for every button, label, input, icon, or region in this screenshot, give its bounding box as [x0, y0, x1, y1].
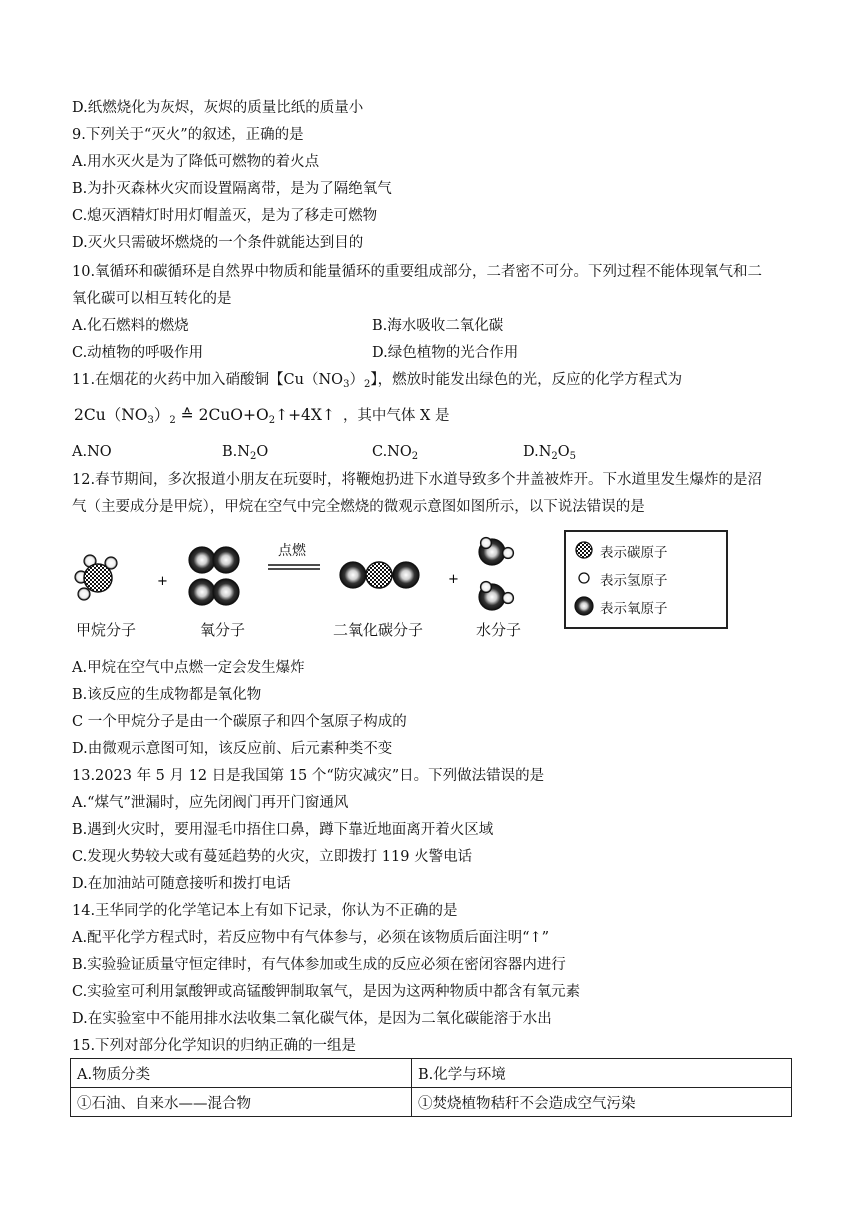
- q13-option-d: D.在加油站可随意接听和拨打电话: [72, 876, 291, 892]
- q14-option-d: D.在实验室中不能用排水法收集二氧化碳气体，是因为二氧化碳能溶于水出: [72, 1011, 552, 1027]
- q13-option-a: A.“煤气”泄漏时，应先闭阀门再开门窗通风: [72, 795, 349, 811]
- legend-hydrogen: 表示氢原子: [600, 573, 668, 589]
- q10-option-d: D.绿色植物的光合作用: [372, 345, 519, 361]
- legend-oxygen: 表示氧原子: [600, 601, 668, 617]
- q11-b-sub: 2: [249, 451, 257, 462]
- q14-stem: 14.王华同学的化学笔记本上有如下记录，你认为不正确的是: [72, 903, 458, 919]
- co2-label: 二氧化碳分子: [333, 621, 424, 639]
- q11-c-part1: C.NO: [372, 444, 412, 460]
- table-cell-a1: ①石油、自来水——混合物: [71, 1088, 412, 1117]
- q10-option-b: B.海水吸收二氧化碳: [372, 318, 504, 334]
- q11-stem-pre: 11.在烟花的火药中加入硝酸铜【Cu（NO: [72, 372, 344, 388]
- q13-stem: 13.2023 年 5 月 12 日是我国第 15 个“防灾减灾”日。下列做法错误的是: [72, 768, 545, 784]
- q11-b-part2: O: [256, 444, 269, 460]
- q9-option-d: D.灭火只需破坏燃烧的一个条件就能达到目的: [72, 235, 364, 251]
- q12-stem-line2: 气（主要成分是甲烷），甲烷在空气中完全燃烧的微观示意图如图所示，以下说法错误的是: [72, 499, 645, 515]
- legend-carbon: 表示碳原子: [600, 545, 668, 561]
- q11-eq-part1: 2Cu（NO: [74, 406, 148, 424]
- q11-eq-part5: ↑+4X↑: [275, 406, 335, 424]
- q11-d-part2: O: [557, 444, 570, 460]
- q9-option-b: B.为扑灭森林火灾而设置隔离带，是为了隔绝氧气: [72, 181, 392, 197]
- q11-eq-part2: ）: [153, 406, 170, 424]
- oxygen-label: 氧分子: [200, 621, 246, 639]
- q12-option-d: D.由微观示意图可知，该反应前、后元素种类不变: [72, 741, 393, 757]
- q11-option-d: [523, 442, 576, 462]
- q11-stem-sub3: 3: [343, 379, 350, 390]
- q11-option-c: [372, 442, 418, 462]
- q13-option-c: C.发现火势较大或有蔓延趋势的火灾，立即拨打 119 火警电话: [72, 849, 473, 865]
- q11-c-sub: 2: [411, 451, 419, 462]
- q11-option-b: [222, 442, 268, 462]
- plus-sign-1: +: [157, 574, 168, 589]
- q11-equation: [74, 405, 449, 426]
- methane-label: 甲烷分子: [76, 621, 137, 639]
- table-row: [71, 1088, 792, 1117]
- q15-stem: 15.下列对部分化学知识的归纳正确的一组是: [72, 1038, 357, 1054]
- q14-option-a: A.配平化学方程式时，若反应物中有气体参与，必须在该物质后面注明“↑”: [72, 930, 550, 946]
- q11-stem: [72, 370, 682, 390]
- q11-stem-sub2: 2: [363, 379, 371, 390]
- methane-combustion-diagram: [68, 525, 728, 650]
- q11-d-part1: D.N: [523, 444, 552, 460]
- methane-molecule: [75, 555, 117, 600]
- q11-eq-tail: ，其中气体 X 是: [342, 408, 450, 424]
- q11-d-sub1: 2: [551, 451, 558, 462]
- q11-eq-part4: ≙ 2CuO+O: [175, 406, 269, 424]
- q11-eq-sub2b: 2: [268, 415, 276, 426]
- q11-d-sub2: 5: [569, 451, 577, 462]
- reaction-condition: 点燃: [278, 543, 306, 559]
- co2-molecule: [340, 562, 419, 588]
- oxygen-atom-icon: [575, 597, 593, 615]
- q9-stem: 9.下列关于“灭火”的叙述，正确的是: [72, 127, 304, 143]
- q10-stem-line1: 10.氧循环和碳循环是自然界中物质和能量循环的重要组成部分，二者密不可分。下列过程不能体现氧气和二: [72, 264, 763, 280]
- q10-stem-line2: 氧化碳可以相互转化的是: [72, 291, 232, 307]
- q12-option-b: B.该反应的生成物都是氧化物: [72, 687, 262, 703]
- q8-option-d: D.纸燃烧化为灰烬，灰烬的质量比纸的质量小: [72, 100, 364, 116]
- q10-option-a: A.化石燃料的燃烧: [72, 318, 189, 334]
- table-cell-b1: ①焚烧植物秸秆不会造成空气污染: [412, 1088, 792, 1117]
- q11-eq-sub2: 2: [169, 415, 176, 426]
- carbon-atom-icon: [576, 542, 592, 558]
- q15-table: [70, 1058, 792, 1117]
- table-header-row: [71, 1059, 792, 1088]
- q12-stem-line1: 12.春节期间，多次报道小朋友在玩耍时，将鞭炮扔进下水道导致多个井盖被炸开。下水道里发生爆炸的是沼: [72, 472, 763, 488]
- table-header-a: A.物质分类: [71, 1059, 412, 1088]
- q11-option-a: A.NO: [72, 444, 112, 460]
- oxygen-molecules: [189, 547, 239, 605]
- q11-stem-mid: ）: [349, 372, 364, 388]
- q11-eq-sub3: 3: [147, 415, 154, 426]
- q10-option-c: C.动植物的呼吸作用: [72, 345, 204, 361]
- q14-option-c: C.实验室可利用氯酸钾或高锰酸钾制取氧气，是因为这两种物质中都含有氧元素: [72, 984, 581, 1000]
- q11-stem-post: 】，燃放时能发出绿色的光，反应的化学方程式为: [370, 372, 683, 388]
- q12-option-c: C 一个甲烷分子是由一个碳原子和四个氢原子构成的: [72, 714, 407, 730]
- q14-option-b: B.实验验证质量守恒定律时，有气体参加或生成的反应必须在密闭容器内进行: [72, 957, 566, 973]
- q11-b-part1: B.N: [222, 444, 250, 460]
- hydrogen-atom-icon: [579, 573, 589, 583]
- plus-sign-2: +: [448, 572, 459, 587]
- q13-option-b: B.遇到火灾时，要用湿毛巾捂住口鼻，蹲下靠近地面离开着火区域: [72, 822, 494, 838]
- q9-option-a: A.用水灭火是为了降低可燃物的着火点: [72, 154, 320, 170]
- q9-option-c: C.熄灭酒精灯时用灯帽盖灭，是为了移走可燃物: [72, 208, 378, 224]
- water-label: 水分子: [476, 621, 522, 639]
- legend-box: [564, 530, 728, 629]
- legend-icons: [570, 532, 600, 627]
- q12-option-a: A.甲烷在空气中点燃一定会发生爆炸: [72, 660, 305, 676]
- water-molecules: [479, 538, 514, 611]
- table-header-b: B.化学与环境: [412, 1059, 792, 1088]
